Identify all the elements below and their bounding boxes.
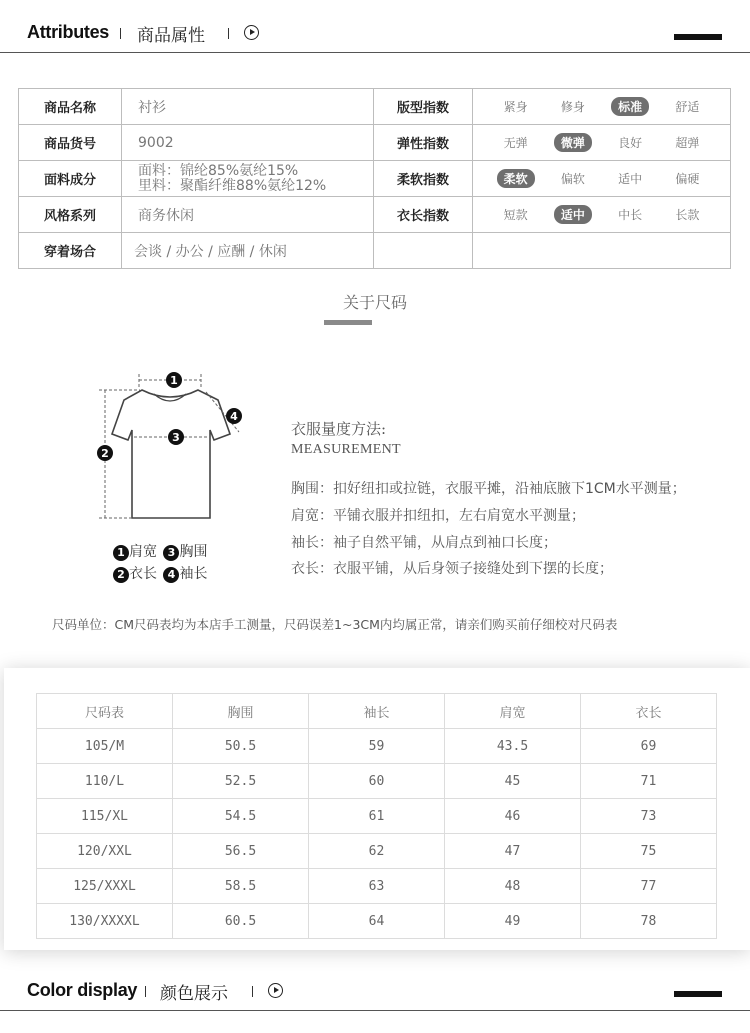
marker-label: 4 bbox=[230, 410, 238, 423]
index-label: 衣长指数 bbox=[374, 197, 473, 233]
legend-text: 袖长 bbox=[179, 566, 208, 582]
index-option: 超弹 bbox=[675, 136, 700, 150]
index-option: 紧身 bbox=[503, 100, 528, 114]
index-option: 偏软 bbox=[560, 172, 585, 186]
index-option: 适中 bbox=[554, 205, 592, 224]
attr-value: 9002 bbox=[122, 125, 374, 161]
index-label: 版型指数 bbox=[374, 89, 473, 125]
table-cell: 60 bbox=[309, 764, 445, 799]
attr-value: 衬衫 bbox=[122, 89, 374, 125]
legend-text: 胸围 bbox=[179, 544, 208, 560]
table-cell: 54.5 bbox=[173, 799, 309, 834]
attributes-title-en: Attributes bbox=[27, 22, 109, 42]
attr-label: 面料成分 bbox=[19, 161, 122, 197]
size-table bbox=[36, 693, 717, 939]
table-cell: 45 bbox=[445, 764, 581, 799]
table-header-row bbox=[37, 694, 717, 729]
header-accent-bar bbox=[674, 34, 722, 40]
play-icon bbox=[244, 25, 259, 40]
index-option: 修身 bbox=[560, 100, 585, 114]
table-cell: 62 bbox=[309, 834, 445, 869]
empty-cell bbox=[473, 233, 731, 269]
marker-label: 3 bbox=[172, 431, 180, 444]
index-label: 弹性指数 bbox=[374, 125, 473, 161]
attr-value: 会谈 / 办公 / 应酬 / 休闲 bbox=[122, 233, 374, 269]
table-cell: 64 bbox=[309, 904, 445, 939]
attributes-header bbox=[0, 8, 750, 58]
color-title-cn: 颜色展示 bbox=[160, 984, 228, 1004]
index-options bbox=[473, 197, 731, 233]
tshirt-diagram bbox=[90, 366, 260, 526]
column-header: 胸围 bbox=[173, 694, 309, 729]
table-row bbox=[37, 729, 717, 764]
divider bbox=[120, 28, 121, 39]
lining-line: 里料：聚酯纤维88%氨纶12% bbox=[138, 177, 327, 194]
table-cell: 59 bbox=[309, 729, 445, 764]
index-option: 微弹 bbox=[554, 133, 592, 152]
attr-label: 穿着场合 bbox=[19, 233, 122, 269]
color-display-header bbox=[0, 964, 750, 1014]
marker-1 bbox=[166, 372, 182, 388]
table-cell: 49 bbox=[445, 904, 581, 939]
empty-cell bbox=[374, 233, 473, 269]
column-header: 袖长 bbox=[309, 694, 445, 729]
measure-line: 袖长：袖子自然平铺，从肩点到袖口长度； bbox=[291, 535, 557, 551]
color-title-en: Color display bbox=[27, 980, 138, 1000]
table-cell: 63 bbox=[309, 869, 445, 904]
table-row bbox=[37, 834, 717, 869]
attr-row bbox=[19, 125, 731, 161]
table-cell: 52.5 bbox=[173, 764, 309, 799]
attr-value: 商务休闲 bbox=[122, 197, 374, 233]
measure-subtitle: MEASUREMENT bbox=[291, 442, 401, 457]
table-cell: 73 bbox=[581, 799, 717, 834]
table-row bbox=[37, 869, 717, 904]
index-option: 长款 bbox=[675, 208, 700, 222]
legend-row bbox=[113, 563, 207, 583]
divider bbox=[252, 986, 253, 997]
column-header: 肩宽 bbox=[445, 694, 581, 729]
table-cell: 105/M bbox=[37, 729, 173, 764]
legend-number: 4 bbox=[163, 567, 179, 583]
legend-number: 2 bbox=[113, 567, 129, 583]
table-cell: 71 bbox=[581, 764, 717, 799]
table-row bbox=[37, 799, 717, 834]
index-option: 舒适 bbox=[675, 100, 700, 114]
index-option: 短款 bbox=[503, 208, 528, 222]
divider bbox=[145, 986, 146, 997]
attr-label: 商品名称 bbox=[19, 89, 122, 125]
table-cell: 60.5 bbox=[173, 904, 309, 939]
table-cell: 50.5 bbox=[173, 729, 309, 764]
marker-2 bbox=[97, 445, 113, 461]
attr-label: 风格系列 bbox=[19, 197, 122, 233]
table-cell: 125/XXXL bbox=[37, 869, 173, 904]
marker-4 bbox=[226, 408, 242, 424]
table-cell: 46 bbox=[445, 799, 581, 834]
attr-label: 商品货号 bbox=[19, 125, 122, 161]
table-cell: 75 bbox=[581, 834, 717, 869]
marker-label: 1 bbox=[170, 374, 178, 387]
index-label: 柔软指数 bbox=[374, 161, 473, 197]
measure-line: 衣长：衣服平铺，从后身领子接缝处到下摆的长度； bbox=[291, 561, 613, 577]
table-row bbox=[37, 904, 717, 939]
index-option: 标准 bbox=[611, 97, 649, 116]
table-cell: 48 bbox=[445, 869, 581, 904]
header-rule bbox=[0, 1010, 750, 1011]
legend-row bbox=[113, 541, 207, 561]
legend-number: 1 bbox=[113, 545, 129, 561]
index-option: 适中 bbox=[618, 172, 643, 186]
table-cell: 110/L bbox=[37, 764, 173, 799]
attributes-table bbox=[18, 88, 731, 269]
index-option: 无弹 bbox=[503, 136, 528, 150]
attributes-title-cn: 商品属性 bbox=[137, 26, 205, 46]
index-options bbox=[473, 89, 731, 125]
tshirt-outline bbox=[112, 390, 230, 518]
index-option: 偏硬 bbox=[675, 172, 700, 186]
attr-row bbox=[19, 233, 731, 269]
attr-row bbox=[19, 161, 731, 197]
table-cell: 77 bbox=[581, 869, 717, 904]
attr-value bbox=[122, 161, 374, 197]
table-cell: 78 bbox=[581, 904, 717, 939]
index-options bbox=[473, 161, 731, 197]
size-note: 尺码单位：CM尺码表均为本店手工测量，尺码误差1~3CM内均属正常，请亲们购买前仔细校对尺码表 bbox=[52, 617, 618, 632]
index-option: 中长 bbox=[618, 208, 643, 222]
marker-3 bbox=[168, 429, 184, 445]
title-underline bbox=[324, 320, 372, 325]
legend-number: 3 bbox=[163, 545, 179, 561]
header-accent-bar bbox=[674, 991, 722, 997]
header-rule bbox=[0, 52, 750, 53]
measure-line: 肩宽：平铺衣服并扣纽扣，左右肩宽水平测量； bbox=[291, 508, 585, 524]
legend-text: 衣长 bbox=[129, 566, 157, 582]
marker-label: 2 bbox=[101, 447, 109, 460]
fabric-line: 面料：锦纶85%氨纶15% bbox=[138, 162, 299, 179]
index-option: 柔软 bbox=[497, 169, 535, 188]
table-cell: 43.5 bbox=[445, 729, 581, 764]
legend-text: 肩宽 bbox=[129, 544, 157, 560]
index-options bbox=[473, 125, 731, 161]
attr-row bbox=[19, 89, 731, 125]
attr-row bbox=[19, 197, 731, 233]
table-cell: 58.5 bbox=[173, 869, 309, 904]
divider bbox=[228, 28, 229, 39]
table-cell: 69 bbox=[581, 729, 717, 764]
index-option: 良好 bbox=[618, 136, 643, 150]
column-header: 尺码表 bbox=[37, 694, 173, 729]
play-icon bbox=[268, 983, 283, 998]
table-cell: 56.5 bbox=[173, 834, 309, 869]
table-row bbox=[37, 764, 717, 799]
table-cell: 130/XXXXL bbox=[37, 904, 173, 939]
column-header: 衣长 bbox=[581, 694, 717, 729]
size-guide-title: 关于尺码 bbox=[342, 293, 407, 312]
measure-line: 胸围：扣好纽扣或拉链，衣服平摊，沿袖底腋下1CM水平测量； bbox=[291, 481, 686, 497]
table-cell: 61 bbox=[309, 799, 445, 834]
table-cell: 120/XXL bbox=[37, 834, 173, 869]
table-cell: 115/XL bbox=[37, 799, 173, 834]
measure-title: 衣服量度方法: bbox=[291, 420, 387, 438]
table-cell: 47 bbox=[445, 834, 581, 869]
